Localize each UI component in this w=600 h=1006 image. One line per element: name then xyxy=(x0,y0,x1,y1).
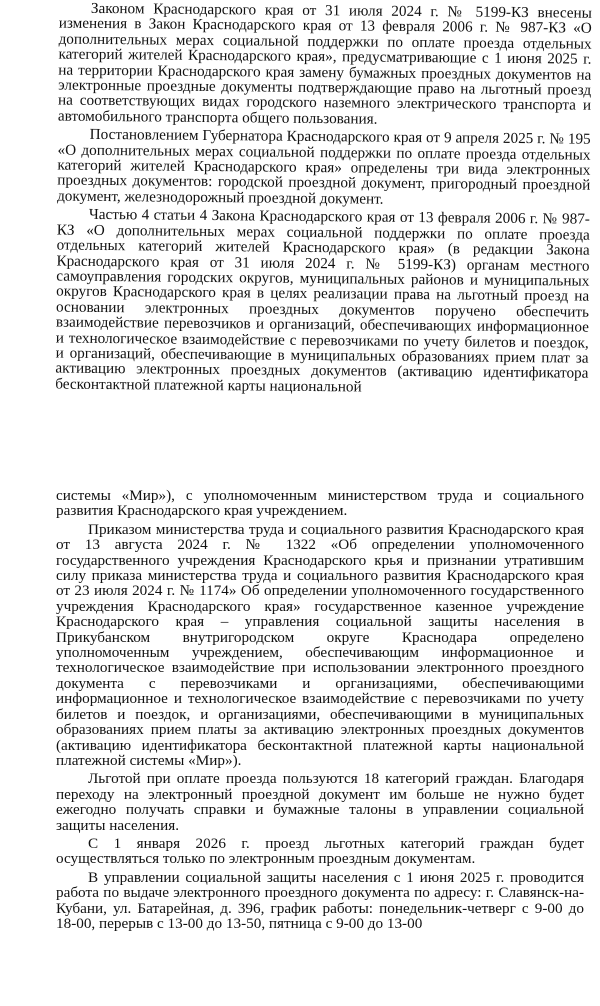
page-upper-section xyxy=(0,0,600,492)
paragraph-mir-continuation: системы «Мир»), с уполномоченным министерством труда и социального развития Краснодарского края учреждением. xyxy=(56,487,584,520)
paragraph-law-article-4: Частью 4 статьи 4 Закона Краснодарского края от 13 февраля 2006 г. № 987-КЗ «О дополнительных мерах социальной поддержки по оплате проезда отдельных категорий жителей Краснодарского края» (в редакции Закона Краснодарского края от 31 июля 2024 г. № 5199-КЗ) органам местного самоуправления городских округов, муниципальных районов и муниципальных округов Краснодарского края в целях реализации права на льготный проезд на основании электронных проездных документов поручено обеспечить взаимодействие перевозчиков и организаций, обеспечивающих информационное и технологическое взаимодействие с перевозчиками по учету билетов и поездок, и организаций, обеспечивающие в муниципальных образованиях прием плат за активацию электронных проездных документов (активацию идентификатора бесконтактной платежной карты национальной xyxy=(55,206,591,396)
paragraph-deadline-2026: С 1 января 2026 г. проезд льготных категорий граждан будет осуществляться только по электронным проездным документам. xyxy=(56,834,584,868)
paragraph-benefit-categories: Льготой при оплате проезда пользуются 18 категорий граждан. Благодаря переходу на электронный проездной документ им больше не нужно будет ежегодно получать справки и бумажные талоны в управлении социальной защиты населения. xyxy=(56,770,584,834)
paragraph-ministry-order: Приказом министерства труда и социального развития Краснодарского края от 13 августа 2024 г. № 1322 «Об определении уполномоченного государственного учреждения Краснодарского крья и признании утратившим силу приказа министерства труда и социального развития Краснодарского края от 23 июля 2024 г. № 1174» Об определении уполномоченного государственного учреждения Краснодарского края» государственное казенное учреждение Краснодарского края – управления социальной защиты населения в Прикубанском внутригородском округе Краснодара определено уполномоченным учреждением, обеспечивающим информационное и технологическое взаимодействие при использовании электронного проездного документа с перевозчиками и организациями, обеспечивающими информационное и технологическое взаимодействие с перевозчиками по учету билетов и поездок, и организациями, обеспечивающими в муниципальных образованиях прием платы за активацию электронных проездных документов (активацию идентификатора бесконтактной платежной карты национальной платежной системы «Мир»). xyxy=(56,520,584,769)
page-lower-section xyxy=(0,488,600,1006)
paragraph-law-amendment: Законом Краснодарского края от 31 июля 2024 г. № 5199-КЗ внесены изменения в Закон Краснодарского края от 13 февраля 2006 г. № 987-КЗ «О дополнительных мерах социальной поддержки по оплате проезда отдельных категорий жителей Краснодарского края», предусматривающие с 1 июня 2025 г. на территории Краснодарского края замену бумажных проездных документов на электронные проездные документы подтверждающие право на льготный проезд на соответствующих видах городского наземного электрического транспорта и автомобильного транспорта общего пользования. xyxy=(57,0,592,128)
paragraph-governor-decree: Постановлением Губернатора Краснодарского края от 9 апреля 2025 г. № 195 «О дополнительных мерах социальной поддержки по оплате проезда отдельных категорий жителей Краснодарского края» определены три вида электронных проездных документов: городской проездной документ, пригородный проездной документ, железнодорожный проездной документ. xyxy=(57,126,591,208)
paragraph-office-address-hours: В управлении социальной защиты населения с 1 июня 2025 г. проводится работа по выдаче электронного проездного документа по адресу: г. Славянск-на-Кубани, ул. Батарейная, д. 396, график работы: понедельник-четверг с 9-00 до 18-00, перерыв с 13-00 до 13-50, пятница с 9-00 до 13-00 xyxy=(56,868,584,932)
